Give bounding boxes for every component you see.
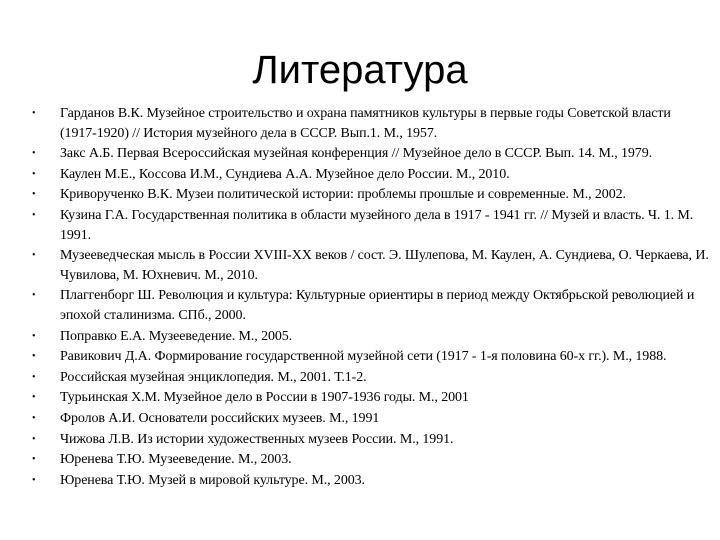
reference-text: Чижова Л.В. Из истории художественных музеев России. М., 1991. [60,431,454,447]
reference-item [30,327,710,347]
reference-item [30,388,710,408]
bullet-icon: • [32,474,36,486]
reference-text: Фролов А.И. Основатели российских музеев. М., 1991 [60,410,380,426]
bullet-icon: • [32,108,36,119]
reference-text: Каулен М.Е., Коссова И.М., Сундиева А.А. Музейное дело России. М., 2010. [60,166,510,182]
reference-item [30,206,710,245]
reference-text: Музееведческая мысль в России XVIII-XX веков / сост. Э. Шулепова, М. Каулен, А. Сундиева, О. Черкаева, И. Чувилова, М. Юхневич. М., 2010. [60,248,709,283]
reference-item [30,450,710,470]
bullet-icon: • [32,433,36,445]
reference-item [30,104,710,143]
bullet-icon: • [32,351,36,363]
reference-text: Закс А.Б. Первая Всероссийская музейная конференция // Музейное дело в СССР. Вып. 14. М., 1979. [60,146,653,162]
reference-text: Плаггенборг Ш. Революция и культура: Культурные ориентиры в период между Октябрьской революцией и эпохой сталинизма. СПб., 2000. [60,288,695,323]
reference-item [30,471,710,491]
reference-text: Поправко Е.А. Музееведение. М., 2005. [60,328,293,344]
bullet-icon: • [32,189,36,201]
bullet-icon: • [32,148,36,160]
reference-text: Кузина Г.А. Государственная политика в области музейного дела в 1917 - 1941 гг. // Музей и власть. Ч. 1. М. 1991. [60,207,694,243]
reference-text: Равикович Д.А. Формирование государственной музейной сети (1917 - 1-я половина 60-х гг.). М., 1988. [60,349,667,365]
bullet-icon: • [32,250,36,262]
reference-item [30,246,710,285]
bullet-icon: • [32,412,36,424]
bullet-icon: • [32,454,36,466]
bullet-icon: • [32,392,36,404]
reference-item [30,165,710,185]
reference-item [30,430,710,450]
reference-item [30,409,710,429]
reference-text: Юренева Т.Ю. Музей в мировой культуре. М., 2003. [60,472,365,488]
bullet-icon: • [32,209,36,221]
reference-item [30,347,710,367]
reference-item [30,368,710,388]
reference-item [30,144,710,164]
reference-item [30,185,710,205]
reference-text: Юренева Т.Ю. Музееведение. М., 2003. [60,452,292,468]
reference-text: Гарданов В.К. Музейное строительство и охрана памятников культуры в первые годы Советской власти (1917-1920) // История музейного дела в СССР. Вып.1. М., 1957. [60,106,671,141]
reference-text: Российская музейная энциклопедия. М., 2001. Т.1-2. [60,369,367,385]
bullet-icon: • [32,330,36,342]
reference-text: Турьинская Х.М. Музейное дело в России в 1907-1936 годы. М., 2001 [60,390,469,406]
bullet-icon: • [32,371,36,383]
slide-title: Литература [252,48,468,92]
reference-item [30,286,710,325]
reference-list [30,104,710,491]
bullet-icon: • [32,168,36,180]
reference-text: Криворученко В.К. Музеи политической истории: проблемы прошлые и современные. М., 2002. [60,187,626,203]
bullet-icon: • [32,290,36,302]
